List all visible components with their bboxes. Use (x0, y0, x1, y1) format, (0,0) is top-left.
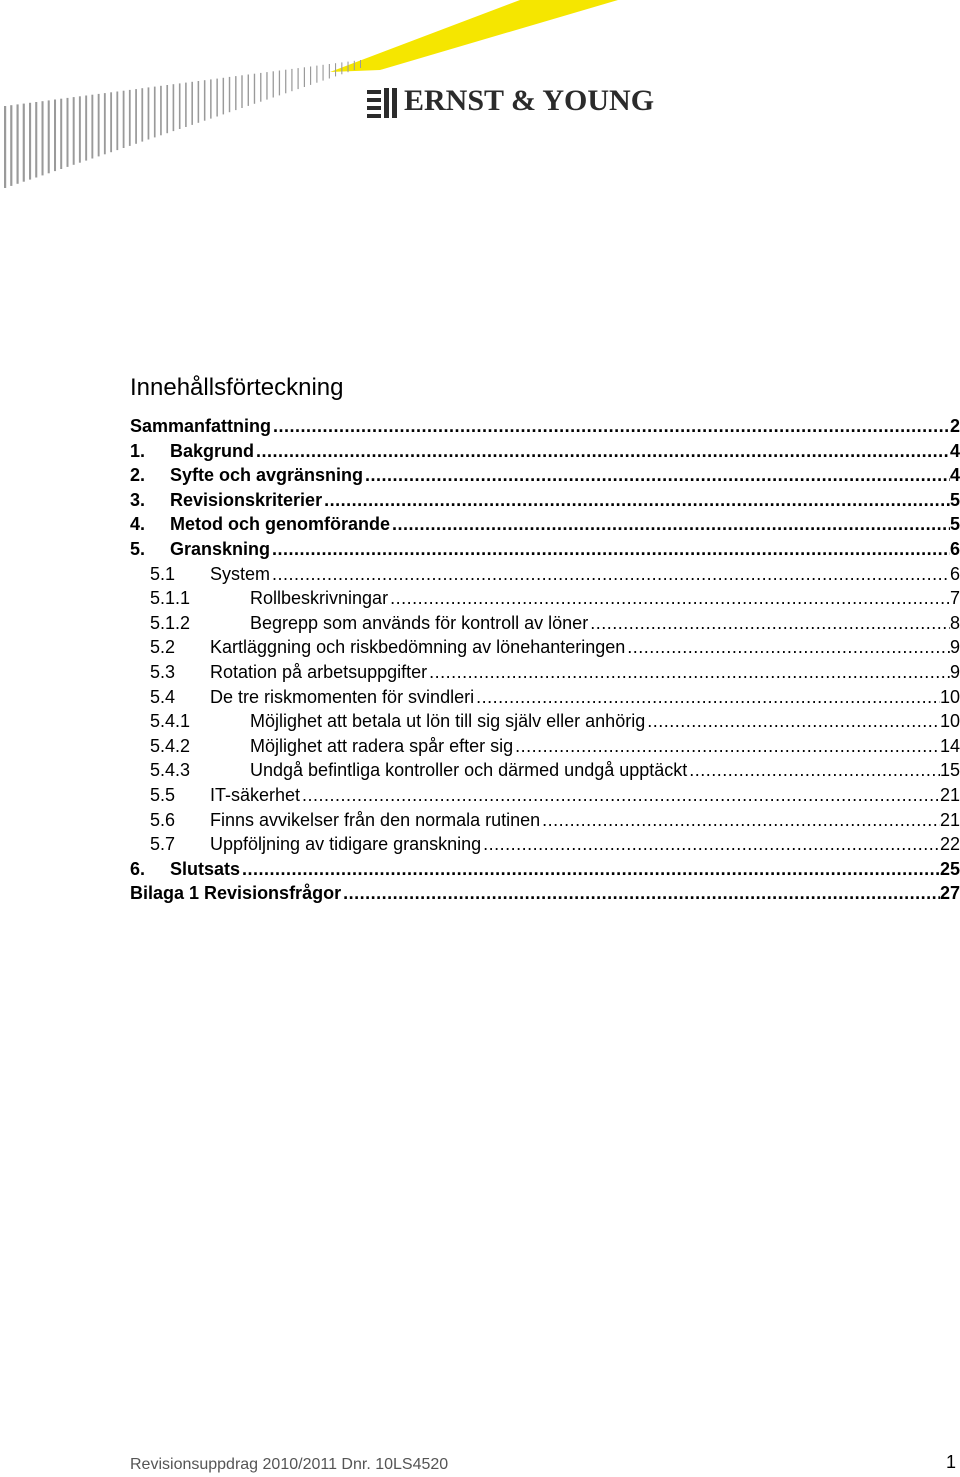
stripe (304, 67, 305, 87)
stripe (116, 92, 118, 151)
toc-entry-page: 6 (949, 563, 960, 584)
toc-entry-number: 5.4.3 (150, 760, 191, 781)
stripe (135, 89, 137, 144)
toc-dot-leader (476, 685, 940, 710)
stripe (185, 83, 187, 127)
stripe (335, 63, 336, 76)
toc-entry-number: 5.6 (150, 809, 176, 830)
stripe (98, 94, 100, 156)
stripe (329, 64, 330, 79)
toc-entry-page: 25 (939, 858, 960, 879)
stripe-pattern (4, 60, 361, 188)
toc-entry-page: 14 (939, 735, 960, 756)
toc-dot-leader (627, 635, 950, 660)
toc-entry-label: Rollbeskrivningar (250, 588, 389, 609)
toc-dot-leader (392, 512, 950, 537)
stripe (298, 68, 299, 89)
stripe (191, 82, 193, 125)
toc-entry-page: 4 (949, 440, 960, 461)
ernst-young-logo-text: ERNST & YOUNG (404, 84, 655, 117)
toc-entry-label: IT-säkerhet (210, 784, 301, 805)
stripe (110, 92, 112, 152)
table-of-contents (130, 414, 960, 906)
toc-entry-page: 10 (939, 686, 960, 707)
toc-entry-page: 5 (949, 489, 960, 510)
toc-entry-page: 5 (949, 514, 960, 535)
toc-entry-label: Undgå befintliga kontroller och därmed undgå upptäckt (250, 760, 688, 781)
toc-entry-page: 6 (949, 538, 960, 559)
ernst-young-logo-icon (367, 88, 401, 118)
stripe (42, 101, 44, 175)
toc-entry[interactable] (130, 758, 960, 783)
toc-entry-label: Syfte och avgränsning (170, 465, 364, 486)
toc-entry-label: Sammanfattning (130, 416, 272, 436)
toc-entry-label: Kartläggning och riskbedömning av lönehanteringen (210, 637, 626, 658)
stripe (291, 69, 292, 91)
toc-entry[interactable] (130, 414, 960, 439)
stripe (210, 79, 212, 118)
toc-dot-leader (343, 881, 940, 906)
toc-dot-leader (429, 660, 950, 685)
toc-entry-number: 5. (130, 538, 146, 559)
stripe (179, 83, 181, 129)
toc-entry-number: 2. (130, 465, 146, 486)
toc-entry-page: 7 (949, 588, 960, 609)
toc-dot-leader (324, 488, 950, 513)
stripe (23, 104, 25, 182)
stripe (273, 71, 274, 97)
stripe (360, 60, 361, 68)
toc-entry[interactable] (130, 512, 960, 537)
toc-dot-leader (256, 439, 950, 464)
toc-entry-number: 3. (130, 489, 146, 510)
toc-dot-leader (515, 734, 940, 759)
toc-entry-label: De tre riskmomenten för svindleri (210, 686, 475, 707)
toc-entry-page: 2 (949, 416, 960, 436)
footer-page-number: 1 (946, 1452, 957, 1472)
toc-dot-leader (390, 586, 950, 611)
stripe (341, 62, 342, 74)
toc-dot-leader (689, 758, 940, 783)
stripe (29, 103, 31, 180)
toc-entry-page: 10 (939, 711, 960, 732)
stripe (104, 93, 106, 154)
stripe (141, 88, 143, 141)
toc-entry-page: 9 (949, 661, 960, 682)
toc-dot-leader (542, 808, 940, 833)
toc-entry-page: 9 (949, 637, 960, 658)
footer-reference: Revisionsuppdrag 2010/2011 Dnr. 10LS4520 (130, 1456, 449, 1473)
stripe (54, 100, 56, 172)
stripe (216, 79, 217, 117)
toc-dot-leader (590, 611, 950, 636)
toc-entry-label: Granskning (170, 538, 271, 559)
toc-entry-number: 5.1 (150, 563, 176, 584)
toc-entry-page: 21 (939, 784, 960, 805)
toc-dot-leader (272, 562, 950, 587)
stripe (266, 72, 267, 100)
stripe (204, 80, 206, 121)
toc-entry-label: Rotation på arbetsuppgifter (210, 661, 428, 682)
toc-entry-number: 5.5 (150, 784, 176, 805)
stripe (67, 98, 69, 167)
stripe (229, 77, 230, 112)
stripe (79, 96, 81, 162)
toc-entry-label: Uppföljning av tidigare granskning (210, 834, 482, 855)
stripe (241, 75, 242, 108)
toc-entry-label: Möjlighet att radera spår efter sig (250, 735, 514, 756)
toc-entry-number: 5.4 (150, 686, 176, 707)
stripe (348, 62, 349, 73)
toc-dot-leader (273, 414, 950, 439)
toc-entry-number: 6. (130, 858, 146, 879)
toc-entry[interactable] (130, 783, 960, 808)
toc-entry-page: 8 (949, 612, 960, 633)
toc-dot-leader (302, 783, 940, 808)
toc-entry[interactable] (130, 881, 960, 906)
stripe (354, 61, 355, 70)
toc-entry-page: 21 (939, 809, 960, 830)
stripe (248, 75, 249, 106)
toc-entry-number: 5.1.1 (150, 588, 191, 609)
stripe (85, 96, 87, 161)
stripe (123, 91, 125, 148)
stripe (73, 97, 75, 165)
stripe (166, 85, 168, 133)
toc-dot-leader (647, 709, 940, 734)
toc-entry[interactable] (130, 734, 960, 759)
stripe (310, 67, 311, 85)
stripe (173, 84, 175, 131)
toc-entry-label: Metod och genomförande (170, 514, 390, 535)
toc-entry[interactable] (130, 537, 960, 562)
stripe (17, 104, 19, 183)
stripe (285, 70, 286, 94)
stripe (235, 76, 236, 110)
stripe (198, 81, 200, 123)
toc-entry-page: 15 (939, 760, 960, 781)
toc-entry-number: 5.7 (150, 834, 176, 855)
toc-entry[interactable] (130, 660, 960, 685)
toc-entry-number: 5.4.2 (150, 735, 191, 756)
stripe (35, 102, 37, 178)
toc-entry-label: Revisionskriterier (170, 489, 323, 510)
toc-entry-page: 22 (939, 834, 960, 855)
stripe (323, 65, 324, 81)
toc-entry[interactable] (130, 832, 960, 857)
stripe (148, 87, 150, 139)
toc-entry-page: 27 (939, 883, 960, 904)
toc-entry[interactable] (130, 709, 960, 734)
toc-entry-page: 4 (949, 465, 960, 486)
stripe (279, 71, 280, 96)
toc-entry[interactable] (130, 611, 960, 636)
toc-entry[interactable] (130, 463, 960, 488)
toc-title: Innehållsförteckning (130, 374, 344, 401)
toc-dot-leader (483, 832, 940, 857)
toc-entry[interactable] (130, 562, 960, 587)
stripe (316, 66, 317, 83)
stripe (154, 87, 156, 138)
toc-entry-label: Bakgrund (170, 440, 255, 461)
stripe (260, 73, 261, 102)
toc-entry-number: 1. (130, 440, 146, 461)
toc-entry-number: 4. (130, 514, 146, 535)
stripe (4, 106, 6, 188)
toc-entry-label: Bilaga 1 Revisionsfrågor (130, 883, 342, 904)
stripe (254, 74, 255, 104)
toc-entry[interactable] (130, 808, 960, 833)
toc-dot-leader (272, 537, 950, 562)
toc-dot-leader (365, 463, 950, 488)
toc-entry[interactable] (130, 586, 960, 611)
toc-entry[interactable] (130, 685, 960, 710)
stripe (223, 78, 224, 115)
toc-entry-label: Möjlighet att betala ut lön till sig själv eller anhörig (250, 711, 646, 732)
toc-entry-label: Finns avvikelser från den normala rutinen (210, 809, 541, 830)
stripe (48, 100, 50, 173)
stripe (60, 99, 62, 169)
stripe (160, 86, 162, 136)
toc-entry[interactable] (130, 439, 960, 464)
toc-dot-leader (242, 857, 940, 882)
yellow-swoosh-shape (330, 0, 618, 72)
toc-entry-number: 5.3 (150, 661, 176, 682)
toc-entry-number: 5.4.1 (150, 711, 191, 732)
toc-entry[interactable] (130, 488, 960, 513)
toc-entry[interactable] (130, 857, 960, 882)
stripe (129, 90, 131, 146)
toc-entry[interactable] (130, 635, 960, 660)
stripe (10, 105, 12, 186)
toc-entry-number: 5.1.2 (150, 612, 191, 633)
toc-entry-label: Begrepp som används för kontroll av löner (250, 612, 589, 633)
toc-entry-label: Slutsats (170, 858, 241, 879)
toc-entry-label: System (210, 563, 271, 584)
toc-entry-number: 5.2 (150, 637, 176, 658)
stripe (91, 95, 93, 159)
